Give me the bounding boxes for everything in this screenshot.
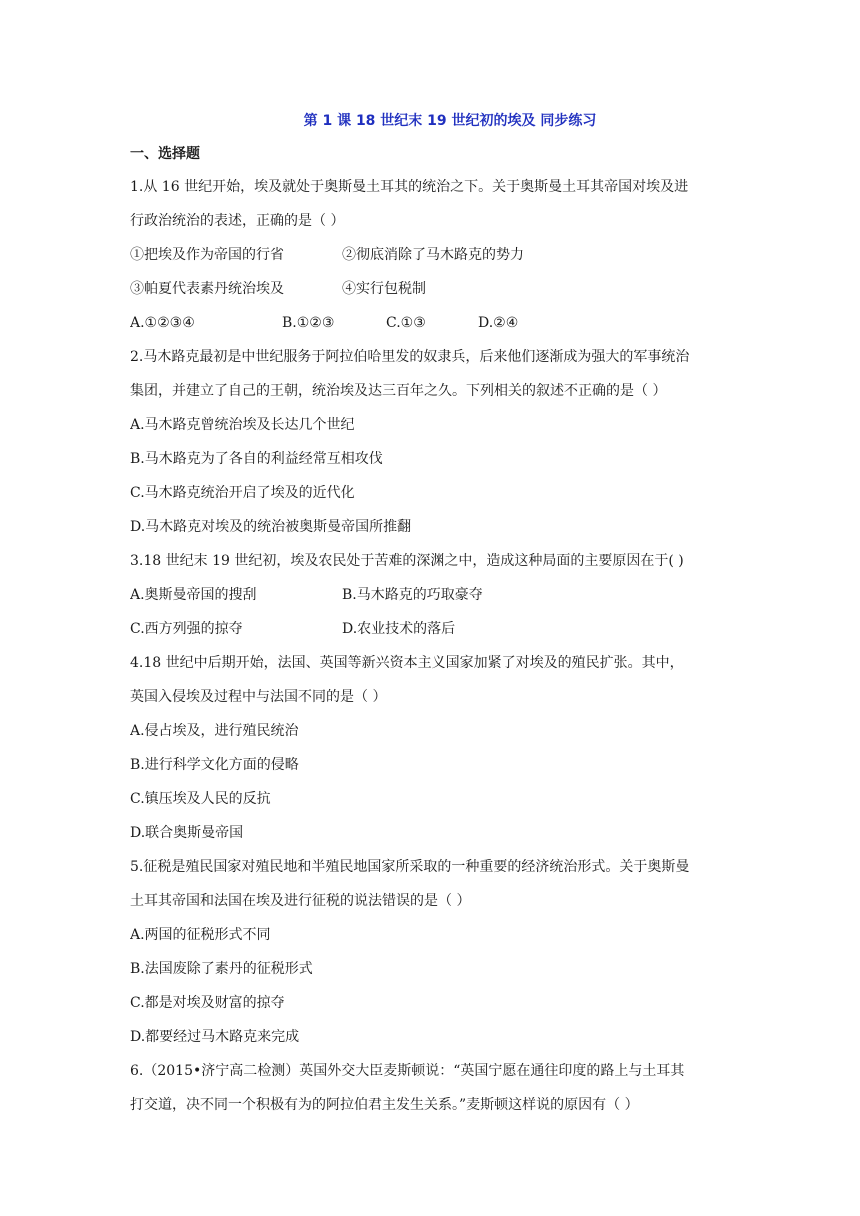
- option-a: A.侵占埃及，进行殖民统治: [130, 723, 299, 739]
- option-row: [130, 578, 750, 612]
- question-stem: 土耳其帝国和法国在埃及进行征税的说法错误的是（ ）: [130, 893, 471, 909]
- statement: ③帕夏代表素丹统治埃及: [130, 281, 284, 297]
- question-stem: 集团，并建立了自己的王朝，统治埃及达三百年之久。下列相关的叙述不正确的是（ ）: [130, 383, 667, 399]
- document-title: 第 1 课 18 世纪末 19 世纪初的埃及 同步练习: [303, 113, 597, 129]
- option-a: A.奥斯曼帝国的搜刮: [130, 587, 257, 603]
- statement: ②彻底消除了马木路克的势力: [342, 247, 524, 263]
- option-c: C.都是对埃及财富的掠夺: [130, 995, 285, 1011]
- question-stem: 5.征税是殖民国家对殖民地和半殖民地国家所采取的一种重要的经济统治形式。关于奥斯曼: [130, 859, 690, 875]
- option-d: D.农业技术的落后: [342, 621, 456, 637]
- option-a: A.①②③④: [130, 315, 195, 331]
- question-stem: 英国入侵埃及过程中与法国不同的是（ ）: [130, 689, 387, 705]
- option-b: B.法国废除了素丹的征税形式: [130, 961, 313, 977]
- statement-row: [130, 238, 750, 272]
- statement: ①把埃及作为帝国的行省: [130, 247, 284, 263]
- question-stem: 4.18 世纪中后期开始，法国、英国等新兴资本主义国家加紧了对埃及的殖民扩张。其中，: [130, 655, 684, 671]
- question-stem: 1.从 16 世纪开始，埃及就处于奥斯曼土耳其的统治之下。关于奥斯曼土耳其帝国对埃及进: [130, 179, 689, 195]
- option-c: C.马木路克统治开启了埃及的近代化: [130, 485, 355, 501]
- question-stem: 3.18 世纪末 19 世纪初，埃及农民处于苦难的深渊之中，造成这种局面的主要原因在于( ): [130, 553, 684, 569]
- option-row: [130, 612, 750, 646]
- question-stem: 打交道，决不同一个积极有为的阿拉伯君主发生关系。”麦斯顿这样说的原因有（ ）: [130, 1097, 639, 1113]
- option-c: C.西方列强的掠夺: [130, 621, 243, 637]
- question-stem: 6.（2015•济宁高二检测）英国外交大臣麦斯顿说：“英国宁愿在通往印度的路上与土耳其: [130, 1063, 685, 1079]
- section-title: 一、选择题: [130, 146, 200, 162]
- option-a: A.马木路克曾统治埃及长达几个世纪: [130, 417, 355, 433]
- question-6: [130, 1054, 750, 1122]
- option-c: C.镇压埃及人民的反抗: [130, 791, 271, 807]
- question-stem: 行政治统治的表述，正确的是（ ）: [130, 213, 345, 229]
- statement: ④实行包税制: [342, 281, 426, 297]
- option-b: B.进行科学文化方面的侵略: [130, 757, 299, 773]
- option-b: B.马木路克的巧取豪夺: [342, 587, 483, 603]
- question-2: [130, 340, 750, 544]
- option-d: D.马木路克对埃及的统治被奥斯曼帝国所推翻: [130, 519, 412, 535]
- option-b: B.①②③: [282, 315, 335, 331]
- question-stem: 2.马木路克最初是中世纪服务于阿拉伯哈里发的奴隶兵，后来他们逐渐成为强大的军事统治: [130, 349, 690, 365]
- option-row: [130, 306, 750, 340]
- question-1: [130, 170, 750, 340]
- option-b: B.马木路克为了各自的利益经常互相攻伐: [130, 451, 383, 467]
- option-d: D.联合奥斯曼帝国: [130, 825, 244, 841]
- question-3: [130, 544, 750, 646]
- question-4: [130, 646, 750, 850]
- question-5: [130, 850, 750, 1054]
- option-d: D.②④: [478, 315, 519, 331]
- statement-row: [130, 272, 750, 306]
- option-d: D.都要经过马木路克来完成: [130, 1029, 300, 1045]
- option-a: A.两国的征税形式不同: [130, 927, 271, 943]
- option-c: C.①③: [386, 315, 426, 331]
